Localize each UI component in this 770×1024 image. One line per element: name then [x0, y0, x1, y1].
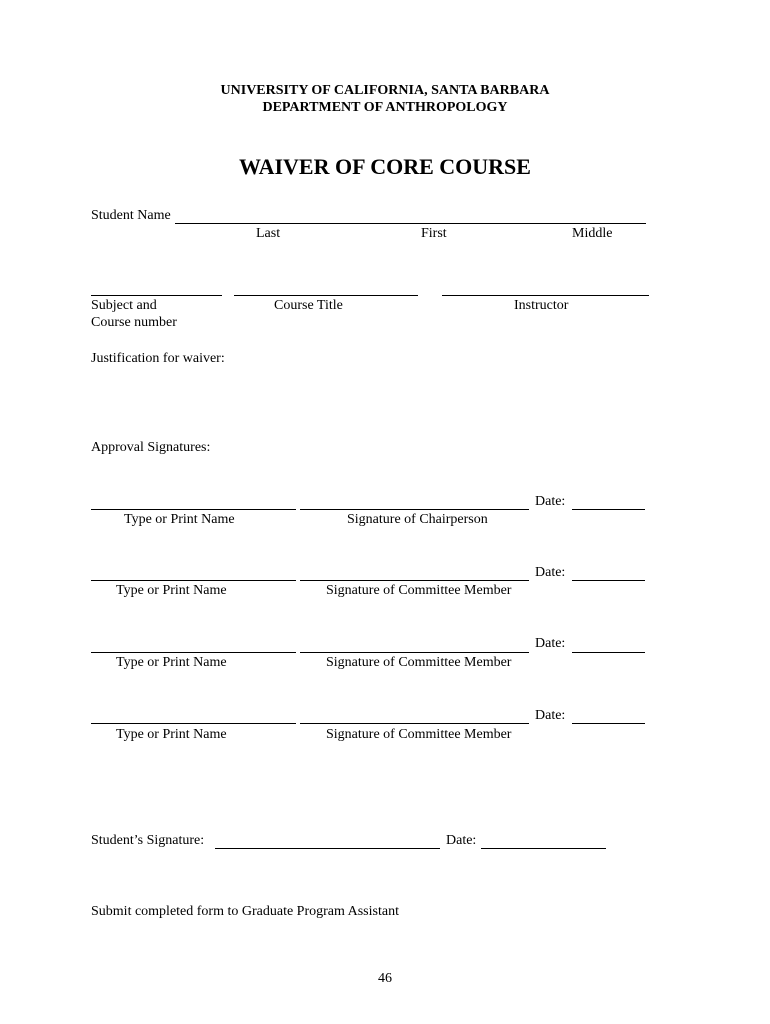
- print-name-field[interactable]: [91, 652, 296, 653]
- last-name-sublabel: Last: [256, 226, 281, 241]
- first-name-sublabel: First: [421, 226, 447, 241]
- date-field[interactable]: [572, 580, 645, 581]
- date-field[interactable]: [572, 723, 645, 724]
- signature-label: Signature of Committee Member: [326, 727, 512, 742]
- student-date-label: Date:: [446, 833, 477, 848]
- submit-instructions: Submit completed form to Graduate Program Assistant: [91, 904, 399, 919]
- signature-label: Signature of Committee Member: [326, 655, 512, 670]
- subject-label: Subject and: [91, 298, 157, 313]
- print-name-label: Type or Print Name: [116, 727, 227, 742]
- date-field[interactable]: [572, 509, 645, 510]
- date-field[interactable]: [572, 652, 645, 653]
- course-title-label: Course Title: [274, 298, 343, 313]
- course-title-field[interactable]: [234, 295, 418, 296]
- signature-field[interactable]: [300, 723, 529, 724]
- course-number-label: Course number: [91, 315, 177, 330]
- print-name-label: Type or Print Name: [124, 512, 235, 527]
- justification-label: Justification for waiver:: [91, 351, 225, 366]
- form-title: WAIVER OF CORE COURSE: [239, 154, 531, 179]
- print-name-field[interactable]: [91, 509, 296, 510]
- signature-label: Signature of Committee Member: [326, 583, 512, 598]
- subject-course-number-field[interactable]: [91, 295, 222, 296]
- university-name: UNIVERSITY OF CALIFORNIA, SANTA BARBARA: [220, 83, 550, 98]
- instructor-field[interactable]: [442, 295, 649, 296]
- date-label: Date:: [535, 494, 566, 509]
- print-name-field[interactable]: [91, 723, 296, 724]
- student-signature-field[interactable]: [215, 848, 440, 849]
- date-label: Date:: [535, 708, 566, 723]
- print-name-field[interactable]: [91, 580, 296, 581]
- date-label: Date:: [535, 636, 566, 651]
- page-number: 46: [378, 971, 392, 986]
- signature-label: Signature of Chairperson: [347, 512, 488, 527]
- print-name-label: Type or Print Name: [116, 583, 227, 598]
- student-name-field[interactable]: [175, 223, 646, 224]
- student-date-field[interactable]: [481, 848, 606, 849]
- signature-field[interactable]: [300, 580, 529, 581]
- signature-field[interactable]: [300, 652, 529, 653]
- print-name-label: Type or Print Name: [116, 655, 227, 670]
- middle-name-sublabel: Middle: [572, 226, 613, 241]
- signature-field[interactable]: [300, 509, 529, 510]
- department-name: DEPARTMENT OF ANTHROPOLOGY: [262, 100, 508, 115]
- student-name-label: Student Name: [91, 208, 171, 223]
- approval-signatures-label: Approval Signatures:: [91, 440, 211, 455]
- student-signature-label: Student’s Signature:: [91, 833, 205, 848]
- instructor-label: Instructor: [514, 298, 569, 313]
- date-label: Date:: [535, 565, 566, 580]
